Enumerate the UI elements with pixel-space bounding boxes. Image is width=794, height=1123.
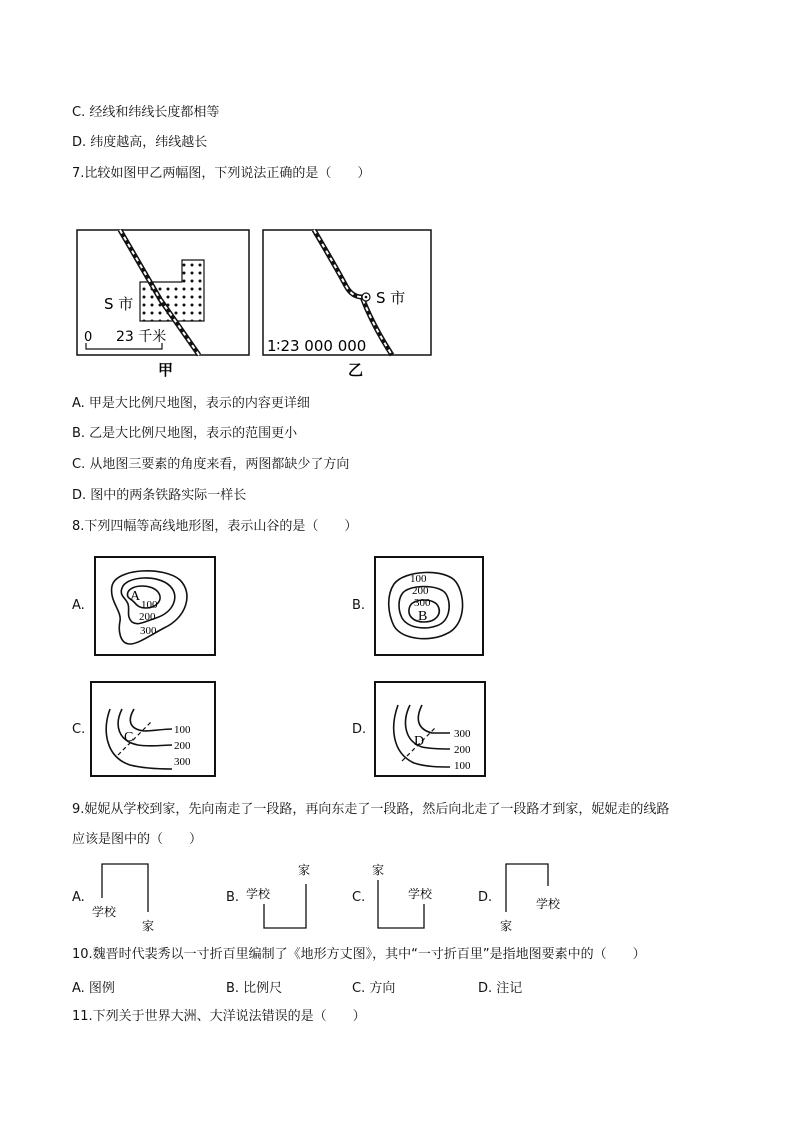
contour-a-200: 200 [139,611,156,623]
contour-b-300: 300 [414,597,431,609]
q8-label-b: B. [352,598,366,613]
contour-c-100: 100 [174,724,191,736]
route-b-home: 家 [298,863,311,877]
q9-route-d [496,858,576,934]
q8-label-a: A. [72,598,85,613]
contour-c-200: 200 [174,740,191,752]
q8-label-c: C. [72,722,86,737]
jia-scale-zero: 0 [84,330,93,345]
point-a: A [130,589,141,604]
q8-stem: 8.下列四幅等高线地形图，表示山谷的是（ ） [72,519,358,534]
point-c: C [124,730,134,745]
q7-option-a: A. 甲是大比例尺地图，表示的内容更详细 [72,396,310,411]
q10-option-b: B. 比例尺 [226,981,283,996]
yi-scale-ratio: 1∶23 000 000 [267,337,367,355]
q9-label-c: C. [352,890,366,905]
q9-stem-line1: 9.妮妮从学校到家，先向南走了一段路，再向东走了一段路，然后向北走了一段路才到家，妮妮走的线路 [72,802,670,817]
q7-option-c: C. 从地图三要素的角度来看，两图都缺少了方向 [72,457,350,472]
q9-label-b: B. [226,890,240,905]
route-a-home: 家 [142,919,155,933]
route-d-school: 学校 [536,897,561,911]
q6-option-c: C. 经线和纬线长度都相等 [72,105,220,120]
contour-c-300: 300 [174,756,191,768]
q9-stem-line2: 应该是图中的（ ） [72,832,203,847]
contour-b-200: 200 [412,585,429,597]
q10-option-d: D. 注记 [478,981,523,996]
jia-city-label: S 市 [104,295,134,313]
contour-a-300: 300 [140,625,157,637]
q7-stem: 7.比较如图甲乙两幅图，下列说法正确的是（ ） [72,166,371,181]
jia-scale-value: 23 千米 [116,329,167,345]
jia-caption: 甲 [158,361,174,379]
q8-contour-map-b [374,556,486,658]
route-d-home: 家 [500,919,513,933]
q7-option-b: B. 乙是大比例尺地图，表示的范围更小 [72,426,298,441]
q8-contour-map-d [374,681,488,779]
q10-option-c: C. 方向 [352,981,396,996]
contour-d-200: 200 [454,744,471,756]
route-b-school: 学校 [246,887,271,901]
point-b: B [418,609,428,624]
contour-d-300: 300 [454,728,471,740]
q9-label-a: A. [72,890,85,905]
q8-contour-map-a [94,556,218,658]
q7-map-jia [76,229,251,379]
route-c-home: 家 [372,863,385,877]
contour-a-100: 100 [141,599,158,611]
contour-b-100: 100 [410,573,427,585]
q9-label-d: D. [478,890,493,905]
q9-route-b [246,858,326,934]
yi-caption: 乙 [348,361,364,379]
q8-label-d: D. [352,722,367,737]
q10-stem: 10.魏晋时代裴秀以一寸折百里编制了《地形方丈图》，其中“一寸折百里”是指地图要素中的（ ） [72,947,646,962]
contour-d-100: 100 [454,760,471,772]
yi-city-label: S 市 [376,289,406,307]
route-c-school: 学校 [408,887,433,901]
route-a-school: 学校 [92,905,117,919]
point-d: D [414,734,425,749]
q9-route-c [368,858,458,934]
q6-option-d: D. 纬度越高，纬线越长 [72,135,208,150]
q10-option-a: A. 图例 [72,981,115,996]
q8-contour-map-c [90,681,218,779]
q7-option-d: D. 图中的两条铁路实际一样长 [72,488,247,503]
q11-stem: 11.下列关于世界大洲、大洋说法错误的是（ ） [72,1009,366,1024]
q9-route-a [88,858,168,934]
q7-map-yi [262,229,434,379]
